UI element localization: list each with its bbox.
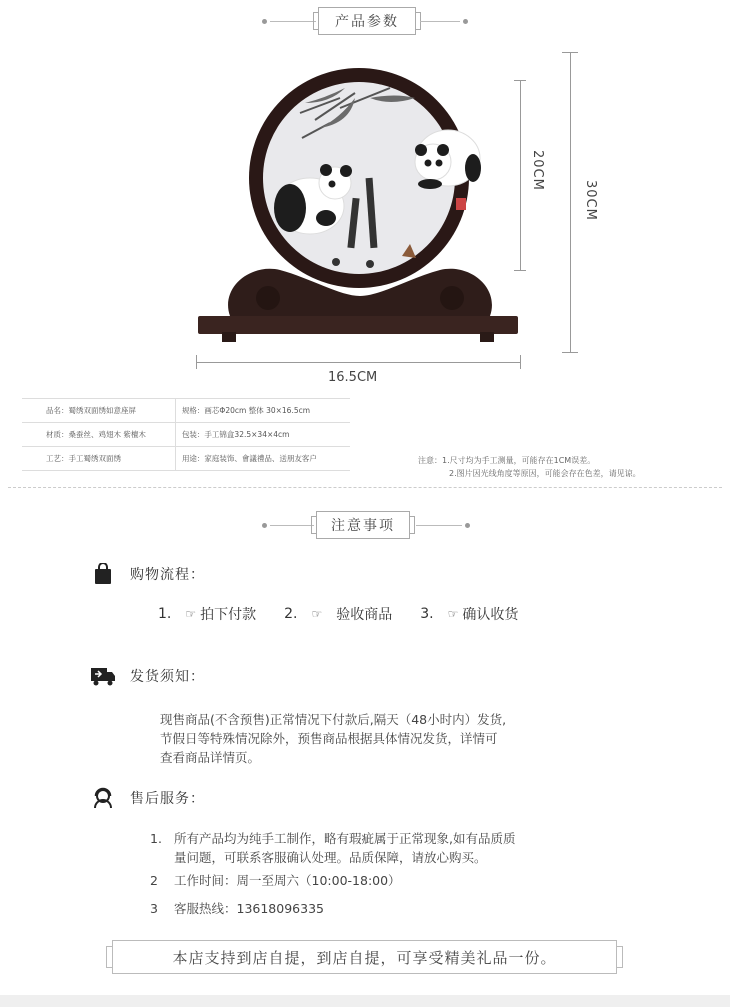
after-sales-section [90,786,205,810]
dim-inner: 20CM [530,150,545,191]
item-line: 工作时间：周一至周六（10:00-18:00） [174,873,401,888]
shipping-line: 查看商品详情页。 [160,750,261,765]
shopping-section [90,562,205,586]
shipping-line: 现售商品(不含预售)正常情况下付款后,隔天（48小时内）发货, [160,712,507,727]
params-header-title: 产品参数 [318,7,416,35]
pointing-hand-icon: ☞ [185,607,197,621]
note-block [418,454,641,480]
divider [8,487,722,488]
step-1 [158,604,256,624]
step-2 [284,604,392,624]
spec-craft: 工艺：手工蜀绣双面绣 [22,447,175,471]
pointing-hand-icon: ☞ [447,607,459,621]
params-header [0,4,730,36]
shopping-bag-icon [90,562,116,586]
after-sales-title: 售后服务： [130,791,205,807]
item-line: 所有产品均为纯手工制作，略有瑕疵属于正常现象,如有品质质 [174,831,516,846]
table-row [22,423,350,447]
hotline-text: 客服热线：13618096335 [174,901,324,916]
spec-table [22,398,350,471]
shipping-section [90,664,205,688]
shopping-title: 购物流程： [130,567,205,583]
dim-height: 30CM [583,180,598,221]
shipping-text [160,710,506,767]
note-line-2: 2.图片因光线角度等原因，可能会存在色差，请见谅。 [449,469,641,478]
note-line-1: 1.尺寸均为手工测量，可能存在1CM误差。 [442,456,596,465]
note-label: 注意： [418,456,442,465]
step-3 [420,604,518,624]
item-number: 2 [150,873,158,888]
notice-header-title: 注意事项 [316,511,410,539]
customer-service-icon [90,786,116,810]
pointing-hand-icon: ☞ [311,607,323,621]
dim-width: 16.5CM [328,370,378,385]
list-item [150,871,401,890]
list-item [150,899,324,918]
list-item [150,829,515,867]
shipping-title: 发货须知： [130,669,205,685]
step-label: 验收商品 [336,607,393,623]
footer-bar [0,995,730,1007]
step-number: 3. [420,606,434,622]
item-number: 3 [150,901,158,916]
item-number: 1. [150,831,162,846]
spec-package: 包装：手工锦盒32.5×34×4cm [175,423,350,447]
table-row [22,447,350,471]
product-image [190,58,530,348]
shopping-steps [158,604,518,624]
step-label: 确认收货 [462,607,519,623]
step-label: 拍下付款 [200,607,257,623]
spec-name: 品名：蜀绣双面绣如意座屏 [22,399,175,423]
spec-usage: 用途：家庭装饰、會議禮品、送朋友客户 [175,447,350,471]
spec-size: 规格：画芯Φ20cm 整体 30×16.5cm [175,399,350,423]
delivery-truck-icon [90,664,116,688]
spec-material: 材质：桑蚕丝、鸡翅木 紫檀木 [22,423,175,447]
table-row [22,399,350,423]
shipping-line: 节假日等特殊情况除外，预售商品根据具体情况发货，详情可 [160,731,498,746]
step-number: 2. [284,606,298,622]
item-line: 量问题，可联系客服确认处理。品质保障，请放心购买。 [174,850,487,865]
step-number: 1. [158,606,172,622]
notice-header [0,508,730,540]
pickup-banner: 本店支持到店自提，到店自提，可享受精美礼品一份。 [112,940,617,974]
